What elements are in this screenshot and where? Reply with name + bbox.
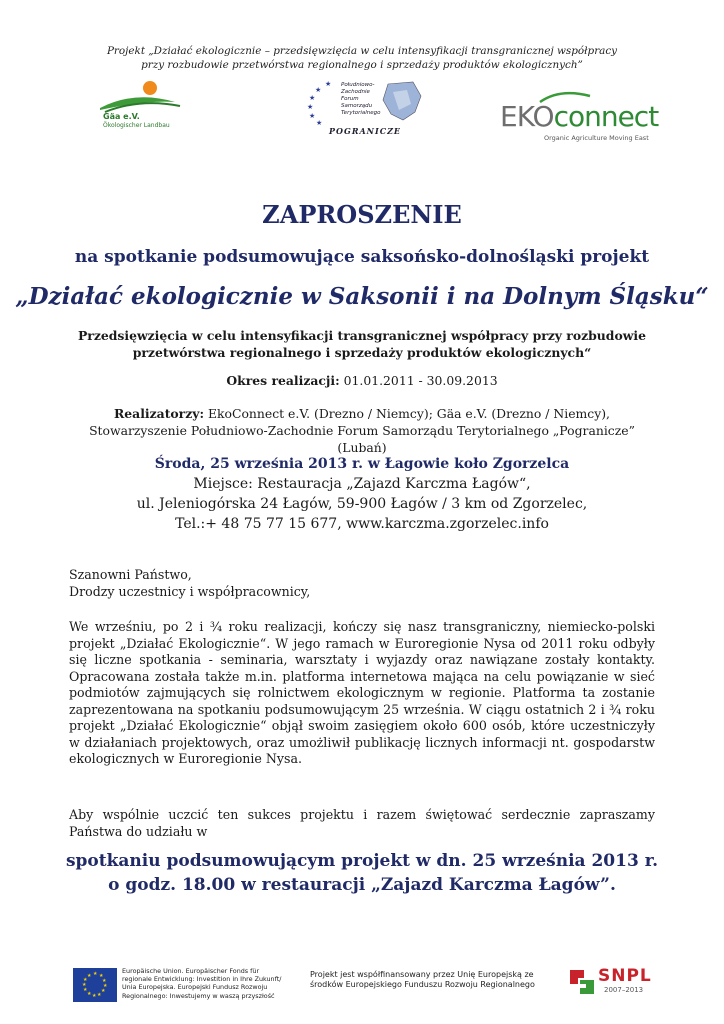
implementers	[70, 405, 654, 456]
final-line-1: spotkaniu podsumowującym projekt w dn. 25 września 2013 r.	[65, 851, 659, 871]
snpl-name: SNPL	[598, 966, 652, 986]
greeting-line-2: Drodzy uczestnicy i współpracownicy,	[69, 583, 311, 599]
ekoconnect-tagline: Organic Agriculture Moving East	[544, 134, 649, 142]
svg-text:★: ★	[97, 992, 102, 998]
svg-text:★: ★	[316, 119, 323, 127]
pogranicze-text-5: Terytorialnego	[341, 110, 381, 116]
greeting-line-1: Szanowni Państwo,	[69, 567, 192, 582]
period-label: Okres realizacji:	[226, 373, 340, 388]
eu-fund-line-4: Regionalnego: Inwestujemy w waszą przyszłość	[122, 991, 275, 1000]
snpl-years: 2007–2013	[604, 986, 644, 994]
eu-fund-line-3: Unia Europejska. Europejski Fundusz Rozwoju	[122, 983, 268, 992]
event-place-line-2: ul. Jeleniogórska 24 Łagów, 59-900 Łagów / 3 km od Zgorzelec,	[136, 496, 588, 512]
ekoconnect-name	[500, 100, 658, 133]
svg-text:★: ★	[93, 971, 98, 977]
svg-text:★: ★	[102, 978, 107, 984]
svg-text:★: ★	[87, 973, 92, 979]
pogranicze-logo	[303, 78, 433, 140]
event-place-line-1: Miejsce: Restauracja „Zajazd Karczma Łagów“,	[193, 476, 531, 492]
gaa-emblem-icon	[95, 76, 190, 116]
gaa-logo	[95, 76, 190, 138]
final-invitation	[0, 849, 724, 897]
greeting	[69, 567, 655, 600]
header-line-1: Projekt „Działać ekologicznie – przedsięwzięcia w celu intensyfikacji transgranicznej współpracy	[106, 45, 618, 57]
invitation-title: ZAPROSZENIE	[262, 200, 462, 229]
svg-text:★: ★	[87, 991, 92, 997]
implementers-label: Realizatorzy:	[114, 406, 205, 421]
cofinancing-line-1: Projekt jest współfinansowany przez Unię Europejską ze	[310, 970, 534, 979]
snpl-logo	[568, 962, 660, 1000]
body-paragraph-1: We wrześniu, po 2 i ¾ roku realizacji, kończy się nasz transgraniczny, niemiecko-polski projekt „Działać Ekologicznie“. W jego ramach w Euroregionie Nysa od 2011 roku odbyły się liczne spotkania - seminaria, warsztaty i wyjazdy oraz nawiązane zostały kontakty. Opracowana została także m.in. platforma internetowa mająca na celu powiązanie w sieć podmiotów zajmujących się rolnictwem ekologicznym w regionie. Platforma ta zostanie zaprezentowana na spotkaniu podsumowującym 25 września. W ciągu ostatnich 2 i ¾ roku projekt „Działać Ekologicznie“ objął swoim zasięgiem około 600 osób, które uczestniczyły w działaniach projektowych, oraz umożliwił publikację licznych informacji nt. gospodarstw ekologicznych w Euroregionie Nysa.	[69, 619, 655, 766]
cofinancing-line-2: środków Europejskiego Funduszu Rozwoju Regionalnego	[310, 980, 535, 989]
svg-text:★: ★	[307, 103, 314, 111]
document-footer	[0, 962, 724, 1012]
event-date: Środa, 25 września 2013 r. w Łagowie koło Zgorzelca	[154, 456, 570, 472]
pogranicze-label: POGRANICZE	[329, 126, 402, 136]
gaa-subtitle: Ökologischer Landbau	[103, 122, 170, 129]
project-period	[0, 373, 724, 388]
svg-text:★: ★	[92, 993, 97, 999]
svg-text:★: ★	[103, 983, 108, 989]
eu-fund-line-1: Europäische Union. Europäischer Fonds für	[122, 967, 260, 975]
svg-text:★: ★	[325, 80, 332, 88]
svg-text:★: ★	[83, 987, 88, 993]
svg-text:★: ★	[101, 988, 106, 994]
pogranicze-text-2: Zachodnie	[341, 89, 370, 95]
body-paragraph-2: Aby wspólnie uczcić ten sukces projektu i razem świętować serdecznie zapraszamy Państwa do udziału w	[69, 807, 655, 839]
pogranicze-text-4: Samorządu	[341, 103, 373, 109]
pogranicze-text-3: Forum	[341, 96, 359, 102]
document-header	[60, 44, 664, 72]
cofinancing-text	[310, 970, 550, 990]
ekoconnect-suffix: connect	[553, 100, 659, 133]
pogranicze-text-1: Południowo-	[341, 82, 375, 88]
svg-text:★: ★	[82, 982, 87, 988]
svg-text:★: ★	[83, 977, 88, 983]
ekoconnect-prefix: EKO	[500, 100, 554, 133]
gaa-name: Gäa e.V.	[103, 112, 140, 121]
logo-bar	[0, 76, 724, 146]
eu-fund-text	[122, 967, 292, 1000]
svg-text:★: ★	[315, 86, 322, 94]
svg-text:★: ★	[309, 94, 316, 102]
implementers-value: EkoConnect e.V. (Drezno / Niemcy); Gäa e.V. (Drezno / Niemcy), Stowarzyszenie Południowo-Zachodnie Forum Samorządu Terytorialnego „Pogranicze” (Lubań)	[89, 406, 635, 455]
snpl-emblem-icon	[568, 964, 596, 998]
final-line-2: o godz. 18.00 w restauracji „Zajazd Karczma Łagów”.	[108, 875, 616, 895]
svg-text:★: ★	[309, 112, 316, 120]
header-line-2: przy rozbudowie przetwórstwa regionalnego i sprzedaży produktów ekologicznych”	[141, 59, 583, 71]
eu-fund-line-2: regionale Entwicklung: Investition in Ihre Zukunft/	[122, 975, 282, 984]
ekoconnect-logo	[500, 86, 660, 146]
project-description: Przedsięwzięcia w celu intensyfikacji transgranicznej współpracy przy rozbudowie przetwórstwa regionalnego i sprzedaży produktów ekologicznych“	[77, 328, 646, 360]
eu-flag-icon	[73, 968, 117, 1002]
project-name: „Działać ekologicznie w Saksonii i na Dolnym Śląsku“	[15, 283, 709, 310]
event-place-line-3: Tel.:+ 48 75 77 15 677, www.karczma.zgorzelec.info	[175, 516, 549, 532]
period-value: 01.01.2011 - 30.09.2013	[339, 373, 498, 388]
invitation-subtitle: na spotkanie podsumowujące saksońsko-dolnośląski projekt	[74, 247, 650, 267]
svg-text:★: ★	[99, 973, 104, 979]
event-place	[0, 474, 724, 534]
